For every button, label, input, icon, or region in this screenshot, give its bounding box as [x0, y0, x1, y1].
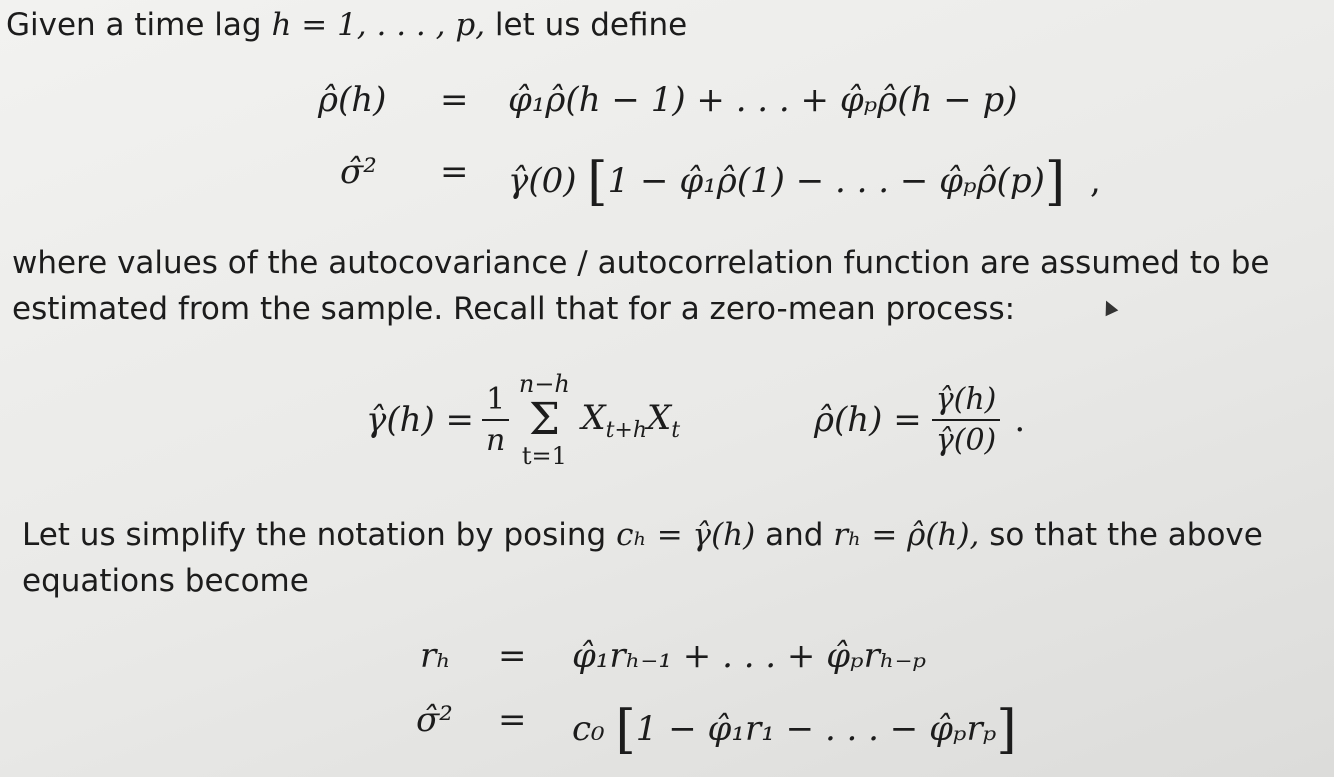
sum-symbol: Σ	[528, 394, 560, 445]
equation-relation: =	[440, 80, 469, 120]
estimator-equations	[366, 364, 1066, 484]
end-period: .	[1014, 400, 1026, 440]
sum-lower-limit: t=1	[521, 442, 567, 470]
intro-line	[6, 2, 687, 48]
equation-rhs-rho: φ̂₁ρ̂(h − 1) + . . . + φ̂ₚρ̂(h − p)	[508, 80, 1018, 120]
c-zero: c₀	[572, 709, 605, 749]
equation-relation: =	[440, 152, 469, 192]
rho-estimator	[814, 364, 1025, 476]
paragraph-line: where values of the autocovariance / autocorrelation function are assumed to be	[12, 245, 1270, 281]
rho-denominator: γ̂(0)	[935, 423, 997, 458]
intro-text-after: let us define	[485, 7, 688, 43]
one-over-n-fraction	[482, 382, 509, 458]
equation-rhs-sigma	[508, 152, 1101, 212]
rho-numerator: γ̂(h)	[932, 382, 1001, 421]
right-bracket: ]	[996, 700, 1017, 760]
rho-lhs: ρ̂(h) =	[814, 400, 922, 440]
paragraph-line: Let us simplify the notation by posing cₕ = γ̂(h) and rₕ = ρ̂(h), so that the above	[22, 517, 1263, 553]
trailing-comma: ,	[1089, 161, 1101, 201]
sigma-simplified-inner: 1 − φ̂₁r₁ − . . . − φ̂ₚrₚ	[635, 709, 997, 749]
equation-lhs-r: rₕ	[420, 636, 451, 676]
paragraph-autocovariance	[12, 240, 1270, 332]
equation-relation: =	[498, 636, 527, 676]
equation-rhs-sigma-simplified	[572, 700, 1017, 760]
intro-formula: h = 1, . . . , p,	[271, 7, 486, 43]
left-bracket: [	[615, 700, 636, 760]
gamma-lhs: γ̂(h) =	[366, 400, 475, 440]
equation-lhs-sigma: σ̂²	[340, 152, 377, 192]
simplified-equations	[0, 636, 1334, 766]
sum-term: $X_{t+h}X_t$	[581, 397, 681, 443]
gamma-zero: γ̂(0)	[508, 161, 577, 201]
paragraph-line: equations become	[22, 563, 309, 599]
yule-walker-equations	[0, 80, 1334, 210]
equation-lhs-sigma-simplified: σ̂²	[416, 700, 453, 740]
c-h-definition: cₕ = γ̂(h)	[616, 517, 756, 553]
r-h-definition: rₕ = ρ̂(h),	[833, 517, 980, 553]
fraction-denominator: n	[486, 423, 506, 458]
fraction-numerator: 1	[482, 382, 509, 421]
equation-rhs-r: φ̂₁rₕ₋₁ + . . . + φ̂ₚrₕ₋ₚ	[572, 636, 927, 676]
sum-upper-limit: n−h	[518, 370, 570, 398]
sigma-inner: 1 − φ̂₁ρ̂(1) − . . . − φ̂ₚρ̂(p)	[607, 161, 1045, 201]
gamma-estimator	[366, 364, 680, 476]
intro-text-before: Given a time lag	[6, 7, 272, 43]
right-bracket: ]	[1044, 152, 1066, 212]
equation-lhs-rho: ρ̂(h)	[318, 80, 387, 120]
left-bracket: [	[587, 152, 608, 212]
summation	[515, 371, 573, 469]
paragraph-notation	[22, 512, 1263, 604]
equation-relation: =	[498, 700, 527, 740]
rho-fraction	[932, 382, 1001, 458]
paragraph-line: estimated from the sample. Recall that for a zero-mean process:	[12, 291, 1016, 327]
